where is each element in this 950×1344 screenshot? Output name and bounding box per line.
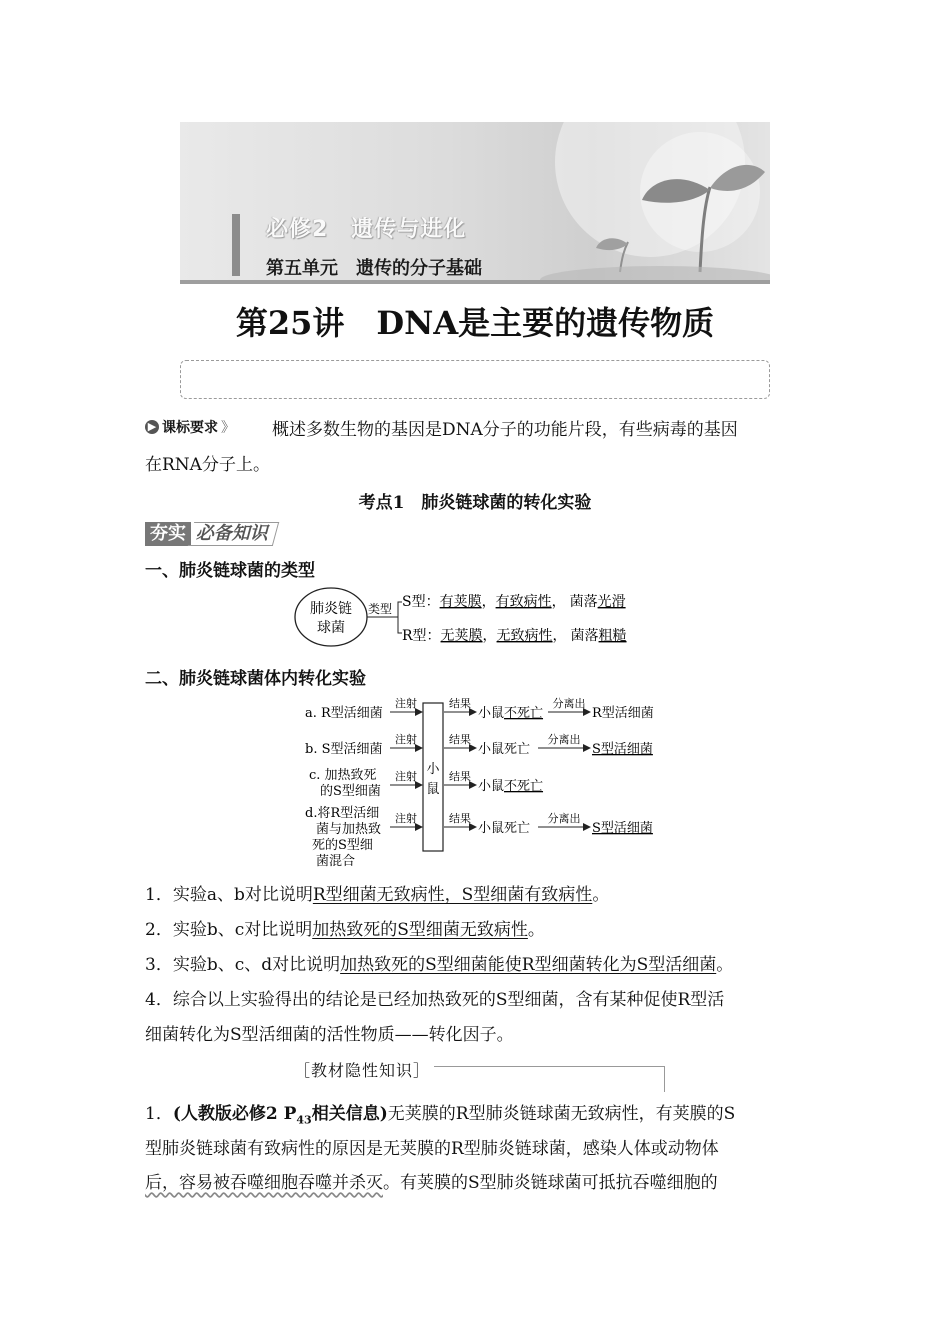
svg-text:鼠: 鼠 bbox=[426, 782, 440, 797]
row-b-end: S型活细菌 bbox=[592, 742, 653, 757]
bacteria-circle bbox=[295, 588, 367, 646]
circle-text-2: 球菌 bbox=[317, 620, 345, 636]
kaodian-title: 考点1 肺炎链球菌的转化实验 bbox=[358, 493, 592, 513]
section-badge: 夯实 必备知识 bbox=[145, 522, 276, 546]
unit-banner bbox=[180, 122, 770, 284]
conclusion-1: 1．实验a、b对比说明R型细菌无致病性，S型细菌有致病性。 bbox=[145, 885, 610, 905]
row-d-label-1: d.将R型活细 bbox=[305, 806, 380, 821]
circle-text-1: 肺炎链 bbox=[310, 601, 352, 617]
type-label: 类型 bbox=[367, 602, 393, 616]
svg-text:注射: 注射 bbox=[395, 812, 417, 825]
conclusion-4-line1: 4．综合以上实验得出的结论是已经加热致死的S型细菌，含有某种促使R型活 bbox=[145, 990, 725, 1010]
row-c-label-2: 的S型细菌 bbox=[320, 784, 381, 799]
row-a-end: R型活细菌 bbox=[592, 706, 654, 721]
svg-text:分离出: 分离出 bbox=[552, 697, 586, 710]
row-c-outcome: 小鼠不死亡 bbox=[478, 779, 544, 794]
r-type-line: R型：无荚膜，无致病性， 菌落粗糙 bbox=[402, 628, 627, 644]
lesson-title: 第25讲 DNA是主要的遗传物质 bbox=[235, 304, 715, 342]
banner-unit-title: 第五单元 遗传的分子基础 bbox=[266, 258, 482, 279]
svg-text:结果: 结果 bbox=[449, 812, 471, 825]
banner-book-title: 必修2 遗传与进化 bbox=[266, 217, 467, 242]
experiment-diagram bbox=[300, 695, 670, 870]
conclusion-3: 3．实验b、c、d对比说明加热致死的S型细菌能使R型细菌转化为S型活细菌。 bbox=[145, 955, 734, 975]
row-d-outcome: 小鼠死亡 bbox=[478, 821, 531, 836]
requirement-text-line1: 概述多数生物的基因是DNA分子的功能片段，有些病毒的基因 bbox=[272, 420, 738, 440]
svg-text:注射: 注射 bbox=[395, 733, 417, 746]
row-d-label-2: 菌与加热致 bbox=[316, 822, 382, 837]
hidden-knowledge-header: ［教材隐性知识］ bbox=[282, 1054, 667, 1090]
hidden-knowledge-line1: 1．(人教版必修2 $P_{43}$相关信息)无荚膜的R型肺炎链球菌无致病性，有荚膜的S bbox=[145, 1104, 736, 1127]
svg-text:小: 小 bbox=[426, 762, 440, 777]
section2-heading: 二、肺炎链球菌体内转化实验 bbox=[145, 669, 366, 689]
row-d-label-3: 死的S型细 bbox=[312, 838, 373, 853]
row-a-label: a. R型活细菌 bbox=[305, 706, 383, 721]
svg-text:分离出: 分离出 bbox=[547, 733, 581, 746]
hidden-knowledge-line2: 型肺炎链球菌有致病性的原因是无荚膜的R型肺炎链球菌，感染人体或动物体 bbox=[145, 1139, 719, 1159]
svg-text:结果: 结果 bbox=[449, 770, 471, 783]
requirement-text-line2: 在RNA分子上。 bbox=[145, 455, 270, 475]
svg-text:分离出: 分离出 bbox=[547, 812, 581, 825]
section1-heading: 一、肺炎链球菌的类型 bbox=[145, 561, 315, 581]
mouse-box bbox=[423, 703, 443, 851]
svg-text:结果: 结果 bbox=[449, 697, 471, 710]
row-d-label-4: 菌混合 bbox=[316, 854, 356, 869]
hidden-knowledge-line3: 后，容易被吞噬细胞吞噬并杀灭。有荚膜的S型肺炎链球菌可抵抗吞噬细胞的 bbox=[145, 1173, 718, 1193]
s-type-line: S型：有荚膜，有致病性， 菌落光滑 bbox=[402, 594, 626, 610]
dashed-box bbox=[180, 360, 770, 399]
conclusion-4-line2: 细菌转化为S型活细菌的活性物质——转化因子。 bbox=[145, 1025, 514, 1045]
row-d-end: S型活细菌 bbox=[592, 821, 653, 836]
row-a-outcome: 小鼠不死亡 bbox=[478, 706, 544, 721]
classification-diagram bbox=[290, 585, 670, 650]
svg-text:注射: 注射 bbox=[395, 697, 417, 710]
row-b-outcome: 小鼠死亡 bbox=[478, 742, 531, 757]
banner-bar bbox=[232, 214, 240, 276]
arrow-badge-icon: ▶ bbox=[145, 420, 159, 434]
conclusion-2: 2．实验b、c对比说明加热致死的S型细菌无致病性。 bbox=[145, 920, 545, 940]
banner-underline bbox=[180, 280, 770, 284]
svg-text:结果: 结果 bbox=[449, 733, 471, 746]
svg-text:注射: 注射 bbox=[395, 770, 417, 783]
requirement-label: ▶ 课标要求 》 bbox=[145, 410, 235, 445]
row-b-label: b. S型活细菌 bbox=[305, 742, 383, 757]
row-c-label-1: c. 加热致死 bbox=[309, 768, 377, 783]
